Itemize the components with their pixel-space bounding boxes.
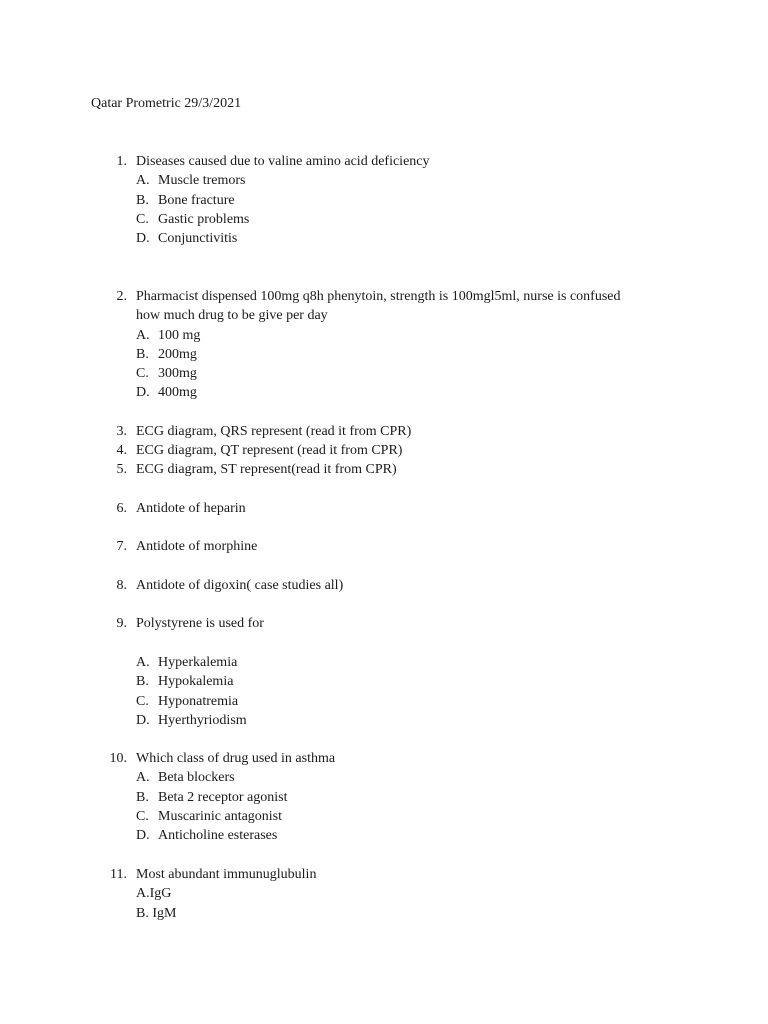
question-3: [0, 422, 768, 441]
answer-option: [0, 884, 768, 903]
option-text: 200mg: [158, 346, 197, 362]
question-text: Diseases caused due to valine amino acid deficiency: [136, 154, 430, 169]
question-11: [0, 865, 768, 923]
option-label: D.: [136, 828, 150, 844]
question-9: [0, 614, 768, 633]
question-number: 11.: [110, 867, 127, 882]
option-label: A.: [136, 655, 150, 670]
option-label: A.: [136, 327, 150, 343]
option-text: Conjunctivitis: [158, 231, 238, 247]
option-label: B.: [136, 789, 149, 805]
option-text: Hyponatremia: [158, 693, 239, 709]
answer-option: [0, 229, 768, 248]
option-text: Hypokalemia: [158, 674, 234, 690]
question-text: Antidote of digoxin( case studies all): [136, 578, 344, 593]
question-number: 9.: [116, 616, 127, 631]
question-number: 2.: [116, 289, 127, 304]
question-text: Which class of drug used in asthma: [136, 751, 336, 766]
question-text: ECG diagram, ST represent(read it from CPR): [136, 462, 397, 477]
question-4: [0, 441, 768, 460]
option-label: D.: [136, 385, 150, 401]
answer-option: [0, 904, 768, 923]
option-text: Muscle tremors: [158, 173, 246, 189]
question-number: 1.: [116, 154, 127, 169]
option-label: B.: [136, 674, 149, 690]
answer-option: [0, 788, 768, 807]
option-label: C.: [136, 211, 149, 227]
answer-option: [0, 326, 768, 345]
option-text: Beta blockers: [158, 770, 235, 786]
question-5: [0, 460, 768, 479]
question-text: Pharmacist dispensed 100mg q8h phenytoin, strength is 100mgl5ml, nurse is confused: [136, 289, 621, 304]
question-text: Antidote of heparin: [136, 501, 246, 516]
answer-option: [0, 383, 768, 402]
answer-option: [0, 711, 768, 730]
question-number: 5.: [116, 462, 127, 477]
question-6: [0, 499, 768, 518]
option-text: A.IgG: [136, 886, 172, 902]
question-text: ECG diagram, QT represent (read it from CPR): [136, 443, 403, 458]
option-text: 400mg: [158, 385, 197, 401]
option-label: C.: [136, 808, 149, 824]
option-text: Gastic problems: [158, 211, 250, 227]
option-label: B.: [136, 346, 149, 362]
option-text: Bone fracture: [158, 192, 235, 208]
question-2: [0, 287, 768, 403]
answer-option: [0, 345, 768, 364]
answer-option: [0, 826, 768, 845]
answer-option: [0, 191, 768, 210]
question-text: how much drug to be give per day: [136, 308, 328, 324]
question-9-options: [0, 653, 768, 730]
answer-option: [0, 653, 768, 672]
option-text: 100 mg: [158, 327, 201, 343]
question-number: 10.: [109, 751, 127, 766]
answer-option: [0, 171, 768, 190]
question-number: 8.: [116, 578, 127, 593]
option-text: Hyperkalemia: [158, 655, 238, 670]
question-number: 4.: [116, 443, 127, 458]
question-text: Most abundant immunuglubulin: [136, 867, 317, 882]
answer-option: [0, 807, 768, 826]
question-text: Antidote of morphine: [136, 539, 258, 554]
option-label: A.: [136, 770, 150, 786]
question-number: 3.: [116, 424, 127, 439]
question-text: ECG diagram, QRS represent (read it from CPR): [136, 424, 412, 439]
question-10: [0, 749, 768, 845]
option-label: A.: [136, 173, 150, 189]
option-label: C.: [136, 366, 149, 382]
answer-option: [0, 768, 768, 787]
answer-option: [0, 672, 768, 691]
option-text: Hyerthyriodism: [158, 712, 247, 728]
option-label: C.: [136, 693, 149, 709]
option-text: Anticholine esterases: [158, 828, 278, 844]
option-label: D.: [136, 712, 150, 728]
question-text: Polystyrene is used for: [136, 616, 264, 631]
question-1: [0, 152, 768, 248]
answer-option: [0, 364, 768, 383]
document-title: Qatar Prometric 29/3/2021: [91, 96, 242, 111]
option-text: Muscarinic antagonist: [158, 808, 283, 824]
option-label: B.: [136, 192, 149, 208]
option-label: D.: [136, 231, 150, 247]
question-7: [0, 537, 768, 556]
answer-option: [0, 692, 768, 711]
question-number: 7.: [116, 539, 127, 554]
option-text: B. IgM: [136, 905, 177, 921]
answer-option: [0, 210, 768, 229]
option-text: Beta 2 receptor agonist: [158, 789, 288, 805]
option-text: 300mg: [158, 366, 197, 382]
question-8: [0, 576, 768, 595]
question-number: 6.: [116, 501, 127, 516]
